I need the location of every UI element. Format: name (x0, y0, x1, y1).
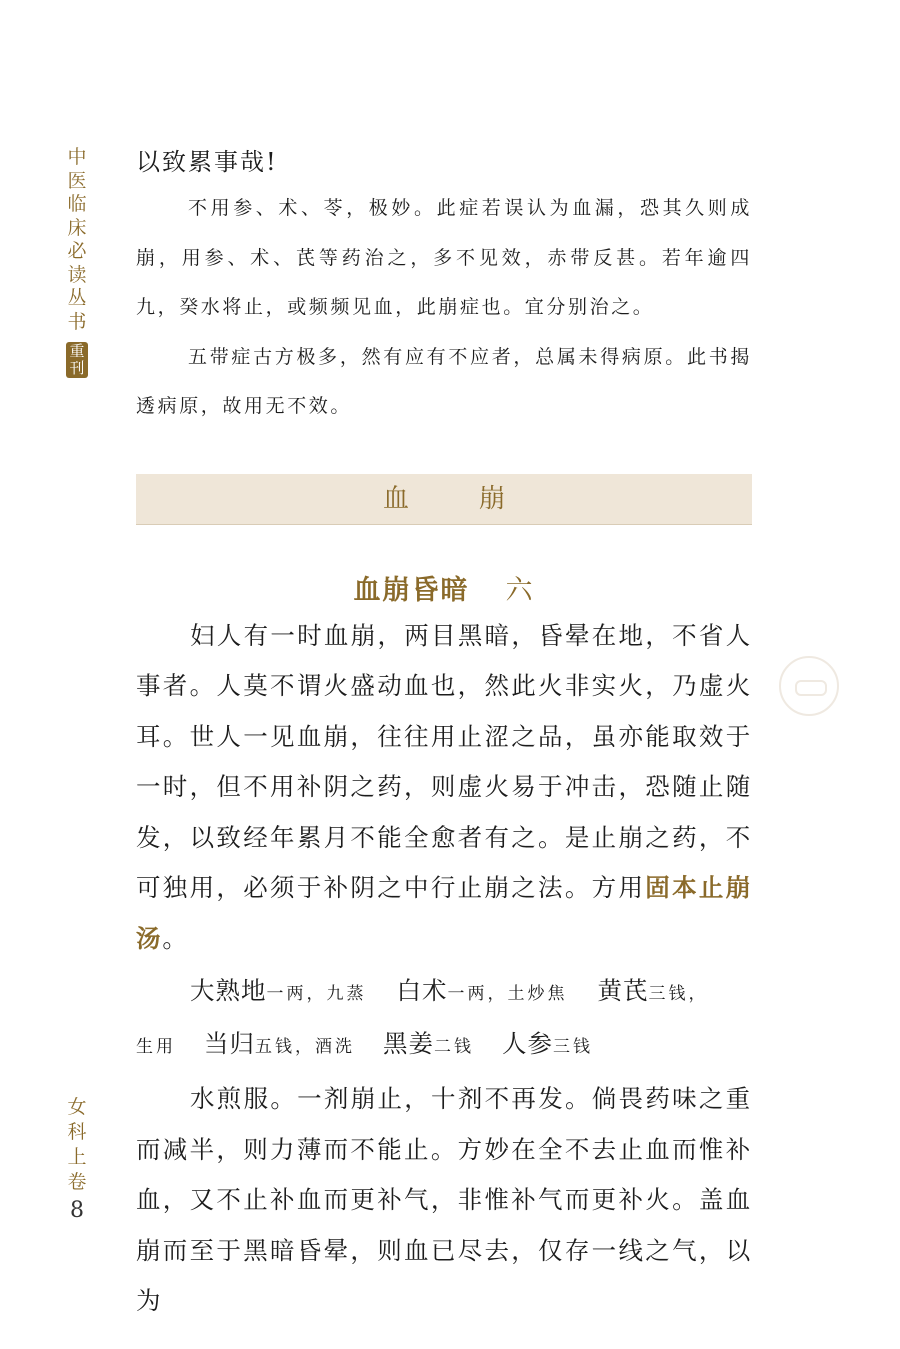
reprint-seal (66, 342, 88, 378)
series-char: 必 (67, 240, 87, 262)
herb-dose: 一两，九蒸 (266, 984, 367, 1004)
herb-name: 人参 (502, 1029, 553, 1058)
subsection-title-text: 血崩昏暗 (353, 574, 470, 606)
herb-dose: 三钱 (553, 1037, 593, 1057)
series-char: 书 (67, 310, 87, 333)
series-char: 丛 (67, 287, 87, 309)
volume-char: 上 (67, 1146, 87, 1168)
body-paragraph (136, 611, 752, 965)
herb-list (136, 966, 752, 1072)
herb-row (136, 1019, 752, 1072)
seal-char: 刊 (69, 359, 85, 377)
commentary-note: 不用参、术、苓，极妙。此症若误认为血漏，恐其久则成崩，用参、术、芪等药治之，多不见效，赤带反甚。若年逾四九，癸水将止，或频频见血，此崩症也。宜分别治之。 (136, 197, 752, 318)
herb-row (136, 966, 752, 1019)
series-char: 临 (67, 193, 87, 215)
subsection-number: 六 (505, 574, 535, 606)
herb-name: 黑姜 (383, 1029, 434, 1058)
publisher-watermark-icon (779, 656, 839, 716)
volume-char: 科 (67, 1121, 87, 1143)
subsection-title (136, 571, 752, 611)
series-char: 读 (67, 263, 87, 286)
continuation-line: 以致累事哉! (136, 148, 278, 176)
herb-name: 当归 (204, 1029, 255, 1058)
herb-dose: 三钱， (648, 984, 709, 1004)
herb-dose: 五钱，酒洗 (255, 1037, 355, 1057)
section-banner: 血崩 (136, 474, 752, 525)
series-char: 床 (67, 216, 87, 239)
herb-name: 大熟地 (190, 976, 267, 1005)
page-number: 8 (70, 1198, 84, 1223)
herb-dose: 一两，土炒焦 (447, 984, 568, 1004)
page-content (136, 140, 752, 1327)
seal-char: 重 (69, 342, 85, 360)
herb-name: 白术 (396, 976, 448, 1005)
herb-dose: 二钱 (434, 1037, 474, 1057)
formula-name: 固本止崩汤 (136, 873, 752, 953)
volume-title-vertical (66, 1095, 88, 1195)
paragraph-text: 妇人有一时血崩，两目黑暗，昏晕在地，不省人事者。人莫不谓火盛动血也，然此火非实火，乃虚火耳。世人一见血崩，往往用止涩之品，虽亦能取效于一时，但不用补阴之药，则虚火易于冲击，恐随止随发，以致经年累月不能全愈者有之。是止崩之药，不可独用，必须于补阴之中行止崩之法。方用 (136, 620, 752, 902)
volume-char: 女 (67, 1096, 87, 1118)
paragraph-text: 。 (162, 923, 189, 953)
commentary-note: 五带症古方极多，然有应有不应者，总属未得病原。此书揭透病原，故用无不效。 (136, 345, 752, 417)
herb-dose: 生用 (136, 1037, 176, 1057)
volume-char: 卷 (67, 1171, 87, 1193)
series-char: 中 (67, 146, 87, 168)
series-char: 医 (67, 169, 87, 192)
herb-name: 黄芪 (597, 976, 649, 1005)
body-paragraph: 水煎服。一剂崩止，十剂不再发。倘畏药味之重而减半，则力薄而不能止。方妙在全不去止血而惟补血，又不止补血而更补气，非惟补气而更补火。盖血崩而至于黑暗昏晕，则血已尽去，仅存一线之气，以为 (136, 1084, 752, 1315)
series-title-vertical (66, 146, 88, 378)
